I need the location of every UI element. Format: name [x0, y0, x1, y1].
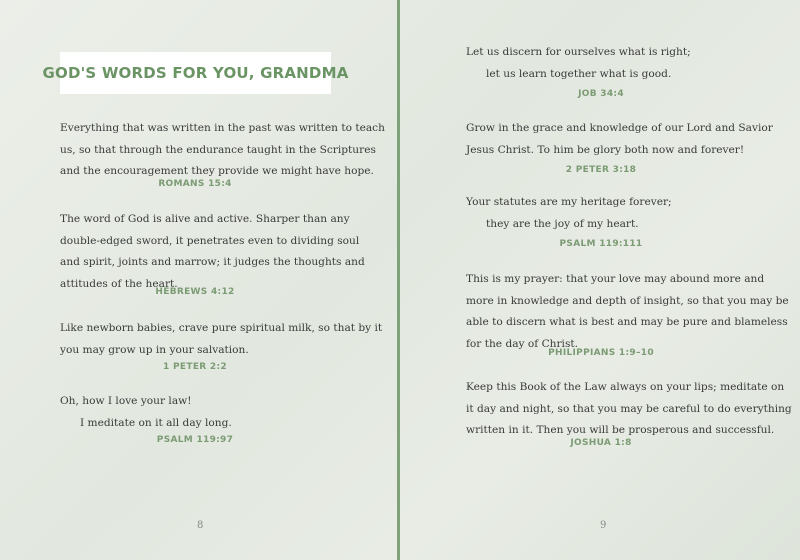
- verse-line: Your statutes are my heritage forever;: [466, 196, 672, 208]
- verse-passage: [60, 318, 383, 361]
- verse-line: more in knowledge and depth of insight, so that you may be: [466, 294, 789, 307]
- verse-line: attitudes of the heart.: [60, 277, 178, 290]
- verse-reference: PSALM 119:97: [156, 435, 234, 445]
- verse-reference: HEBREWS 4:12: [155, 287, 235, 297]
- title-box: [42, 52, 349, 94]
- verse-line: Keep this Book of the Law always on your lips; meditate on: [466, 381, 785, 393]
- verse-line: us, so that through the endurance taught in the Scriptures: [60, 143, 376, 156]
- verse-line: Oh, how I love your law!: [60, 395, 192, 407]
- page-title: GOD'S WORDS FOR YOU, GRANDMA: [42, 64, 349, 82]
- verse-line: you may grow up in your salvation.: [60, 343, 249, 356]
- verse-reference: ROMANS 15:4: [158, 179, 232, 189]
- verse-reference: PHILIPPIANS 1:9–10: [548, 348, 654, 358]
- verse-line: double-edged sword, it penetrates even to dividing soul: [60, 234, 360, 247]
- verse-reference: 2 PETER 3:18: [565, 165, 637, 175]
- verse-reference: 1 PETER 2:2: [163, 362, 227, 372]
- verse-passage: [60, 391, 340, 434]
- verse-passage: [466, 118, 773, 161]
- verse-line: let us learn together what is good.: [486, 67, 672, 80]
- left-page: [0, 0, 397, 560]
- page-number: 9: [600, 520, 607, 531]
- verse-passage: [466, 192, 746, 235]
- verse-line: This is my prayer: that your love may abound more and: [466, 273, 765, 285]
- verse-line: and the encouragement they provide we might have hope.: [60, 165, 374, 177]
- verse-reference: PSALM 119:111: [559, 239, 643, 249]
- verse-line: for the day of Christ.: [466, 337, 579, 350]
- verse-line: I meditate on it all day long.: [80, 416, 232, 429]
- verse-reference: JOSHUA 1:8: [570, 438, 632, 448]
- verse-line: written in it. Then you will be prosperous and successful.: [466, 424, 775, 436]
- verse-passage: [466, 377, 792, 442]
- verse-passage: [60, 209, 365, 295]
- verse-line: Everything that was written in the past was written to teach: [60, 122, 385, 134]
- verse-line: Like newborn babies, crave pure spiritual milk, so that by it: [60, 322, 383, 334]
- verse-line: The word of God is alive and active. Sharper than any: [60, 213, 350, 225]
- verse-line: Let us discern for ourselves what is right;: [466, 46, 691, 58]
- verse-passage: [466, 42, 746, 85]
- verse-passage: [466, 269, 789, 355]
- verse-line: Grow in the grace and knowledge of our Lord and Savior: [466, 122, 773, 134]
- right-page: [400, 0, 800, 560]
- verse-line: and spirit, joints and marrow; it judges the thoughts and: [60, 256, 365, 268]
- verse-line: Jesus Christ. To him be glory both now and forever!: [466, 143, 745, 156]
- verse-passage: [60, 118, 385, 183]
- verse-reference: JOB 34:4: [578, 89, 624, 99]
- page-number: 8: [197, 520, 204, 531]
- verse-line: they are the joy of my heart.: [486, 217, 639, 230]
- verse-line: able to discern what is best and may be pure and blameless: [466, 316, 788, 328]
- verse-line: it day and night, so that you may be careful to do everything: [466, 402, 792, 415]
